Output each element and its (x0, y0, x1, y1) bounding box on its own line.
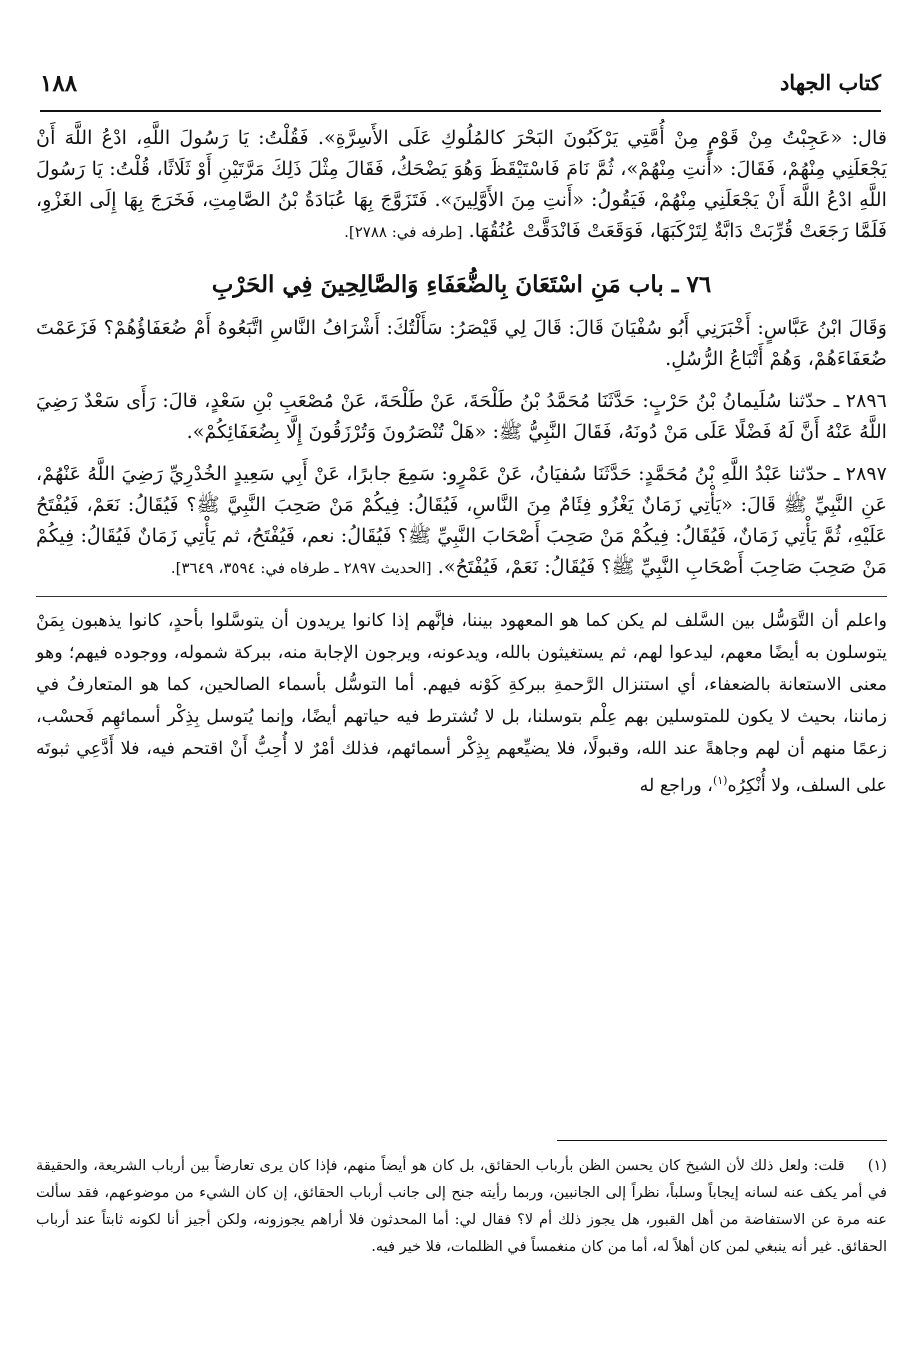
footnote-number: (١) (867, 1157, 887, 1174)
hadith-2896: ٢٨٩٦ ـ حدّثنا سُلَيمانُ بْنُ حَرْبٍ: حَدَّثَنَا مُحَمَّدُ بْنُ طَلْحَةَ، عَنْ طَلْحَةَ، عَنْ مُصْعَبِ بْنِ سَعْدٍ، قالَ: رَأَى سَعْدٌ رَضِيَ اللَّهُ عَنْهُ أَنَّ لَهُ فَضْلًا عَلَى مَنْ دُونَهُ، فَقَالَ النَّبِيُّ ﷺ: «هَلْ تُنْصَرُونَ وَتُرْزَقُونَ إِلَّا بِضُعَفَائِكُمْ». (36, 389, 887, 443)
footnote-marker[interactable]: (١) (712, 774, 728, 787)
page-number: ١٨٨ (40, 70, 78, 97)
page-header (40, 70, 881, 104)
commentary-text: واعلم أن التَّوَسُّل بين السَّلف لم يكن كما هو المعهود بيننا، فإنَّهم إذا كانوا يريدون أن يتوسَّلوا بأحدٍ، كانوا يذهبون بِمَنْ يتوسلون به أيضًا معهم، ليدعوا لهم، ثم يستغيثون بالله، ويدعونه، ويرجون الإجابة منه، ببركة شموله، ووجوده فيهم؛ وهو معنى الاستعانة بالضعفاء، أي استنزال الرَّحمةِ ببركةِ كَوْنه فيهم. أما التوسُّل بأسماء الصالحين، كما هو المتعارفُ في زماننا، بحيث لا يكون للمتوسلين بهم عِلْم بتوسلنا، بل لا تُشترط فيه حياتهم أيضًا، وإنما يُتوسل بِذِكْر أسمائهِم فَحسْب، زعمًا منهم أن لهم وجاهةً عند الله، وقبولًا، فلا يضيِّعهم بِذِكْر أسمائهم، فذلك أمْرٌ لا أُحِبُّ أَنْ اقتحم فيه، فلا أَدَّعِي ثبوتَه على السلف، ولا أُنْكِرُه (36, 611, 887, 796)
hadith-2897-text: ٢٨٩٧ ـ حدّثنا عَبْدُ اللَّهِ بْنُ مُحَمَّدٍ: حَدَّثَنَا سُفيَانُ، عَنْ عَمْرٍو: سَمِعَ جابرًا، عَنْ أَبِي سَعِيدٍ الخُدْرِيِّ رَضِيَ اللَّهُ عَنْهُمْ، عَنِ النَّبِيِّ ﷺ قَالَ: «يَأْتِي زَمَانٌ يَغْزُو فِئَامٌ مِنَ النَّاسِ، فَيُقَالُ: فِيكُمْ مَنْ صَحِبَ النَّبِيَّ ﷺ؟ فَيُقَالُ: نَعَمْ، فَيُفْتَحُ عَلَيْهِ، ثُمَّ يَأْتِي زَمَانٌ، فَيُقَالُ: فِيكُمْ مَنْ صَحِبَ أَصْحَابَ النَّبِيِّ ﷺ؟ فَيُقَالُ: نعم، فَيُفْتَحُ، ثم يَأْتِي زَمَانٌ فَيُقَالُ: فِيكُمْ مَنْ صَحِبَ صَاحِبَ أَصْحَابِ النَّبِيِّ ﷺ؟ فَيُقَالُ: نَعَمْ، فَيُفْتَحُ». (36, 462, 887, 578)
intro-paragraph: وَقَالَ ابْنُ عَبَّاسٍ: أَخْبَرَنِي أَبُو سُفْيَانَ قَالَ: قَالَ لِي قَيْصَرُ: سَأَلْتُكَ: أَشْرَافُ النَّاسِ اتَّبَعُوهُ أَمْ ضُعَفَاؤُهُمْ؟ فَزَعَمْتَ ضُعَفَاءَهُمْ، وَهُمْ أَتْبَاعُ الرُّسُلِ. (36, 316, 887, 370)
continuation-paragraph (36, 122, 887, 248)
chapter-heading: ٧٦ ـ باب مَنِ اسْتَعَانَ بِالضُّعَفَاءِ وَالصَّالِحِينَ فِي الحَرْبِ (211, 271, 712, 298)
footnote (36, 1152, 887, 1260)
section-divider (36, 596, 887, 597)
book-title: كتاب الجهاد (779, 70, 881, 95)
commentary-paragraph (36, 605, 887, 802)
hadith-2897 (36, 458, 887, 584)
footnote-text: قلت: ولعل ذلك لأن الشيخ كان يحسن الظن بأرباب الحقائق، بل كان هو أيضاً منهم، فإذا كان يرى تعارضاً بين أرباب الشريعة، والحقيقة في أمر يكف عنه لسانه إيجاباً وسلباً، نظراً إلى الجانبين، وربما رأيته جنح إلى جانب أرباب الحقائق، إن كان الشيء من موضوعهم، فقد سألت عنه مرة عن الاستفاضة من أهل القبور، هل يجوز ذلك أم لا؟ فقال لي: أما المحدثون فلا أراهم يجوزونه، ولكن أجيز أنا لكونه ثابتاً عند أرباب الحقائق. غير أنه ينبغي لمن كان أهلاً له، أما من كان منغمساً في الظلمات، فلا خير فيه. (36, 1157, 887, 1255)
hadith-2897-reference: [الحديث ٢٨٩٧ ـ طرفاه في: ٣٥٩٤، ٣٦٤٩]. (170, 559, 432, 577)
cross-reference: [طرفه في: ٢٧٨٨]. (344, 223, 463, 241)
page-body (36, 122, 887, 802)
header-rule (40, 110, 881, 112)
commentary-tail: ، وراجع له (639, 775, 713, 796)
continuation-text: قال: «عَجِبْتُ مِنْ قَوْمٍ مِنْ أُمَّتِي يَرْكَبُونَ البَحْرَ كالمُلُوكِ عَلَى الأَسِرَّةِ». فَقُلْتُ: يَا رَسُولَ اللَّهِ، ادْعُ اللَّهَ أَنْ يَجْعَلَنِي مِنْهُمْ، فَقَالَ: «أَنتِ مِنْهُمْ»، ثُمَّ نَامَ فَاسْتَيْقَظَ وَهُوَ يَضْحَكُ، فَقَالَ مِثْلَ ذَلِكَ مَرَّتَيْنِ أَوْ ثَلَاثًا، قُلْتُ: يَا رَسُولَ اللَّهِ ادْعُ اللَّهَ أَنْ يَجْعَلَنِي مِنْهُمْ، فَيَقُولُ: «أَنتِ مِنَ الأَوَّلِينَ». فَتَزَوَّجَ بِهَا عُبَادَةُ بْنُ الصَّامِتِ، فَخَرَجَ بِهَا إِلَى الغَزْوِ، فَلَمَّا رَجَعَتْ قُرِّبَتْ دَابَّةٌ لِتَرْكَبَهَا، فَوَقَعَتْ فَانْدَقَّتْ عُنُقُهَا. (36, 126, 887, 242)
footnote-rule (557, 1140, 887, 1141)
